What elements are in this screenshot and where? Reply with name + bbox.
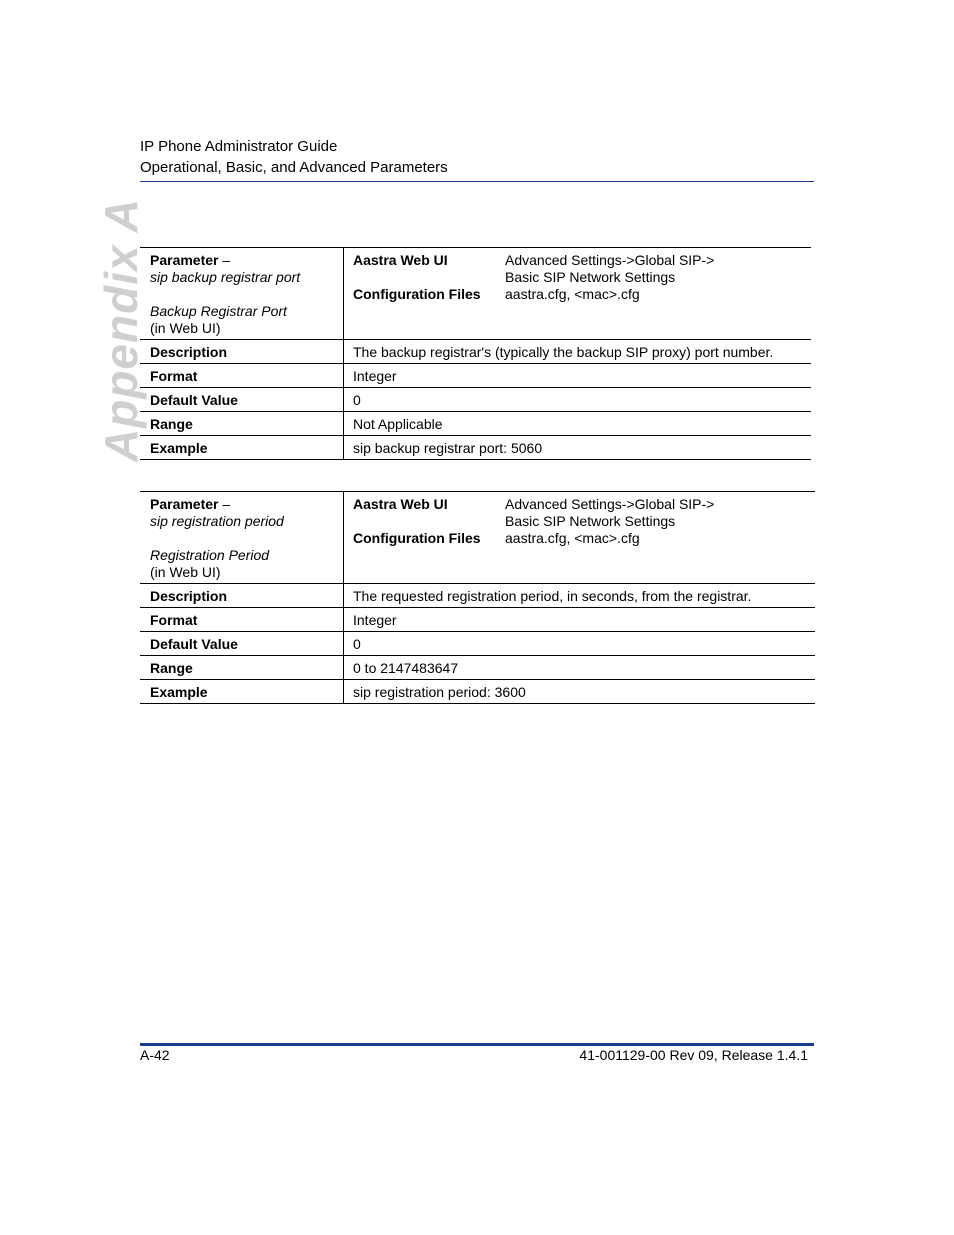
table-row: Description The backup registrar's (typically the backup SIP proxy) port number. (140, 340, 811, 364)
footer-rule (140, 1043, 814, 1046)
table-row: Example sip backup registrar port: 5060 (140, 436, 811, 460)
table-row: Default Value 0 (140, 632, 815, 656)
web-ui-note: (in Web UI) (150, 320, 221, 336)
param-name: sip registration period (150, 513, 284, 529)
config-files: Configuration Files aastra.cfg, <mac>.cfg (353, 530, 640, 546)
page-number: A-42 (140, 1047, 170, 1063)
appendix-side-label: Appendix A (95, 198, 147, 462)
document-id: 41-001129-00 Rev 09, Release 1.4.1 (579, 1047, 808, 1063)
config-files: Configuration Files aastra.cfg, <mac>.cfg (353, 286, 640, 302)
header-title: IP Phone Administrator Guide (140, 138, 338, 155)
param-name: sip backup registrar port (150, 269, 301, 285)
param-label: Parameter (150, 496, 219, 512)
table-row: Description The requested registration period, in seconds, from the registrar. (140, 584, 815, 608)
web-ui-location: Aastra Web UI Advanced Settings->Global SIP-> Basic SIP Network Settings (353, 496, 715, 529)
web-ui-note: (in Web UI) (150, 564, 221, 580)
param-label: Parameter (150, 252, 219, 268)
param-table-backup-registrar-port (140, 247, 811, 460)
web-ui-name: Backup Registrar Port (150, 303, 287, 319)
header-subtitle: Operational, Basic, and Advanced Parameters (140, 159, 448, 176)
header-rule (140, 181, 814, 182)
param-table-registration-period (140, 491, 815, 704)
table-row: Example sip registration period: 3600 (140, 680, 815, 704)
page-header (140, 136, 448, 178)
table-row: Range Not Applicable (140, 412, 811, 436)
web-ui-location: Aastra Web UI Advanced Settings->Global SIP-> Basic SIP Network Settings (353, 252, 715, 285)
table-row: Default Value 0 (140, 388, 811, 412)
table-row: Format Integer (140, 608, 815, 632)
web-ui-name: Registration Period (150, 547, 270, 563)
param-header-row: Parameter – sip backup registrar port Backup Registrar Port (in Web UI) Aastra Web UI Advanced Settings->Global SIP-> Basic SIP Network Settings Configuration Files aastra.cfg, <mac>.cfg (140, 248, 811, 340)
table-row: Range 0 to 2147483647 (140, 656, 815, 680)
param-header-row: Parameter – sip registration period Registration Period (in Web UI) Aastra Web UI Advanced Settings->Global SIP-> Basic SIP Network Settings Configuration Files aastra.cfg, <mac>.cfg (140, 492, 815, 584)
table-row: Format Integer (140, 364, 811, 388)
